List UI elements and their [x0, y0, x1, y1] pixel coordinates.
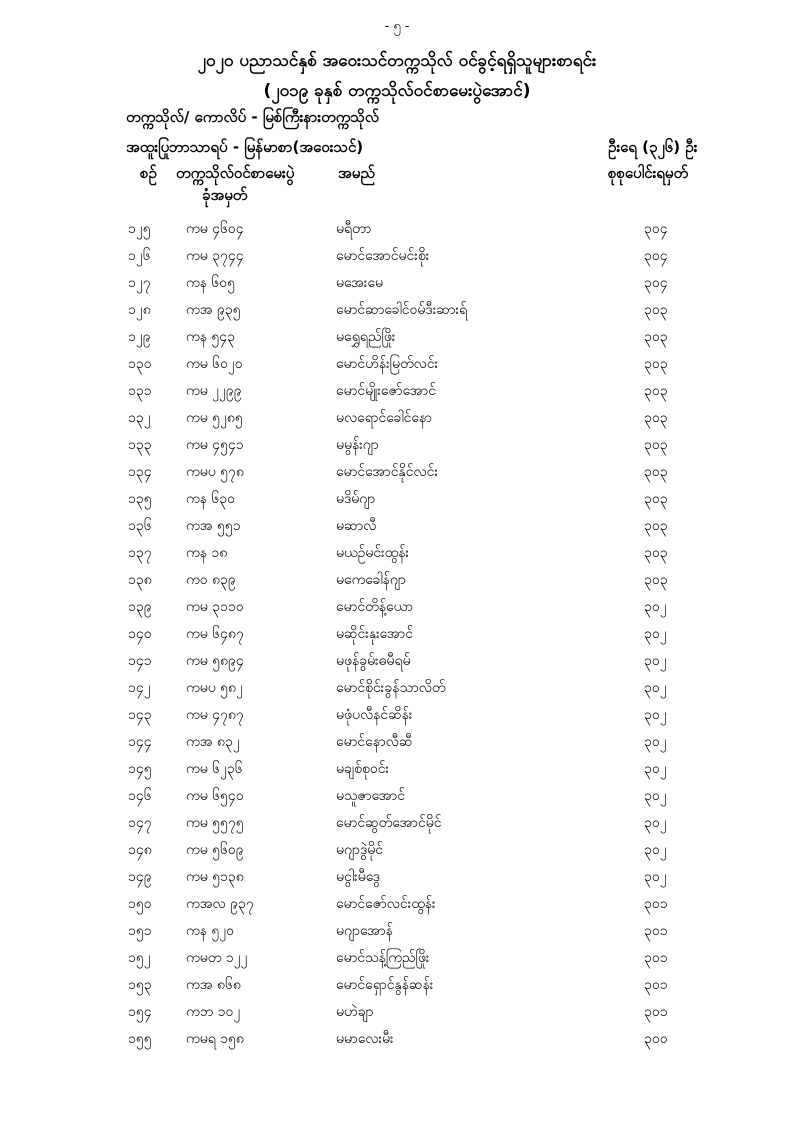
total-marks: ၃၀၁	[644, 977, 668, 993]
roll-number: ကမ ၄၇၈၇	[186, 707, 244, 723]
table-row	[0, 216, 794, 243]
student-name: မချစ်စုဝင်း	[336, 761, 390, 777]
table-row	[0, 729, 794, 756]
roll-number: ကမ ၆၄၈၇	[186, 626, 244, 642]
roll-number: ကန ၆၃၀	[186, 491, 236, 507]
table-row	[0, 405, 794, 432]
table-row	[0, 243, 794, 270]
roll-number: ကမ ၅၅၇၅	[186, 815, 244, 831]
total-marks: ၃၀၄	[644, 248, 668, 264]
table-row	[0, 999, 794, 1026]
university-line: တက္ကသိုလ်/ ကောလိပ် - မြစ်ကြီးနားတက္ကသိုလ်	[126, 108, 379, 126]
column-header-name: အမည်	[338, 164, 375, 182]
total-marks: ၃၀၁	[644, 923, 668, 939]
roll-number: ကမ ၆၅၄၀	[186, 788, 244, 804]
table-row	[0, 324, 794, 351]
table-row	[0, 459, 794, 486]
roll-number: ကမ ၃၇၄၄	[186, 248, 244, 264]
total-marks: ၃၀၃	[644, 545, 668, 561]
roll-number: ကမ ၆၀၂၀	[186, 356, 243, 372]
table-row	[0, 756, 794, 783]
student-name: မောင်ဟိန်းမြတ်လင်း	[336, 356, 439, 372]
page-number: - ၅ -	[384, 19, 410, 34]
roll-number: ကမ ၃၁၁၀	[186, 599, 244, 615]
student-name: မောင်အောင်မင်းစိုး	[336, 248, 430, 264]
total-marks: ၃၀၄	[644, 275, 668, 291]
roll-number: ကမပ ၅၈၂	[186, 680, 243, 696]
column-header-no: စဉ်	[140, 164, 157, 182]
row-number: ၁၄၀	[128, 626, 152, 642]
student-name: မောင်အောင်နိုင်လင်း	[336, 464, 438, 480]
row-number: ၁၂၇	[128, 275, 151, 291]
student-name: မကေခေါန်ဂျာ	[336, 572, 406, 588]
total-marks: ၃၀၃	[644, 464, 668, 480]
roll-number: ကမ ၅၆၀၉	[186, 842, 244, 858]
total-marks: ၃၀၂	[644, 734, 667, 750]
student-name: မငွါးမီဒွေ	[336, 869, 381, 885]
roll-number: ကမ ၅၁၃၈	[186, 869, 244, 885]
column-header-roll: တက္ကသိုလ်ဝင်စာမေးပွဲ	[176, 164, 295, 182]
total-marks: ၃၀၀	[644, 1031, 668, 1047]
row-number: ၁၃၁	[128, 383, 152, 399]
total-marks: ၃၀၁	[644, 950, 668, 966]
table-row	[0, 621, 794, 648]
total-marks: ၃၀၂	[644, 842, 667, 858]
roll-number: ကမ ၅၈၉၄	[186, 653, 244, 669]
table-row	[0, 783, 794, 810]
table-row	[0, 837, 794, 864]
total-marks: ၃၀၃	[644, 410, 668, 426]
student-name: မောင်မျိုးဇော်အောင်	[336, 383, 437, 399]
student-name: မအေးမေ	[336, 275, 384, 291]
table-row	[0, 297, 794, 324]
table-row	[0, 513, 794, 540]
roll-number: ကမ ၄၆၀၄	[186, 221, 244, 237]
total-marks: ၃၀၂	[644, 788, 667, 804]
table-row	[0, 432, 794, 459]
row-number: ၁၃၆	[128, 518, 152, 534]
row-number: ၁၄၁	[128, 653, 152, 669]
roll-number: ကမတ ၁၂၂	[186, 950, 248, 966]
table-row	[0, 918, 794, 945]
student-name: မောင်ရှောင်နွန်ဆန်း	[336, 977, 434, 993]
roll-number: ကန ၅၄၃	[186, 329, 236, 345]
roll-number: ကအ ၈၆၈	[186, 977, 241, 993]
document-subtitle: (၂၀၁၉ ခုနှစ် တက္ကသိုလ်ဝင်စာမေးပွဲအောင်)	[263, 81, 531, 101]
total-marks: ၃၀၂	[644, 599, 667, 615]
table-row	[0, 945, 794, 972]
row-number: ၁၅၀	[128, 896, 152, 912]
student-name: မသူဇာအောင်	[336, 788, 406, 804]
total-marks: ၃၀၂	[644, 707, 667, 723]
table-row	[0, 864, 794, 891]
row-number: ၁၃၃	[128, 437, 152, 453]
roll-number: ကမ ၆၂၃၆	[186, 761, 243, 777]
student-name: မဖုံပလီနင်ဆိန်း	[336, 707, 413, 723]
student-name: မောင်ဇော်လင်းထွန်း	[336, 896, 436, 912]
total-count: ဦးရေ (၃၂၆) ဦး	[608, 138, 698, 156]
table-row	[0, 648, 794, 675]
roll-number: ကန ၆၀၅	[186, 275, 236, 291]
column-header-roll-line2: ခုံအမှတ်	[202, 186, 248, 204]
row-number: ၁၂၈	[128, 302, 151, 318]
row-number: ၁၃၉	[128, 599, 152, 615]
table-row	[0, 1026, 794, 1053]
total-marks: ၃၀၃	[644, 518, 668, 534]
table-row	[0, 675, 794, 702]
roll-number: ကမ ၄၅၄၁	[186, 437, 244, 453]
row-number: ၁၄၂	[128, 680, 151, 696]
student-name: မရွှေရည်ဖြိုး	[336, 329, 396, 345]
student-name: မဒိမ်ဂျာ	[336, 491, 376, 507]
total-marks: ၃၀၃	[644, 329, 668, 345]
student-name: မောင်စိုင်းခွန်သာလိတ်	[336, 680, 446, 696]
total-marks: ၃၀၁	[644, 1004, 668, 1020]
roll-number: ကမပ ၅၇၈	[186, 464, 244, 480]
table-row	[0, 486, 794, 513]
roll-number: ကအလ ၉၃၇	[186, 896, 254, 912]
row-number: ၁၃၀	[128, 356, 152, 372]
row-number: ၁၃၄	[128, 464, 152, 480]
table-row	[0, 540, 794, 567]
total-marks: ၃၀၃	[644, 572, 668, 588]
document-title: ၂၀၂၀ ပညာသင်နှစ် အဝေးသင်တက္ကသိုလ် ဝင်ခွင့်ရရှိသူများစာရင်း	[197, 51, 597, 71]
table-row	[0, 567, 794, 594]
row-number: ၁၂၉	[128, 329, 151, 345]
roll-number: ကမရ ၁၅၈	[186, 1031, 244, 1047]
row-number: ၁၅၂	[128, 950, 151, 966]
table-row	[0, 891, 794, 918]
row-number: ၁၄၃	[128, 707, 152, 723]
table-row	[0, 702, 794, 729]
row-number: ၁၂၆	[128, 248, 151, 264]
table-row	[0, 972, 794, 999]
table-row	[0, 378, 794, 405]
results-list	[0, 216, 794, 1053]
student-name: မရီတာ	[336, 221, 372, 237]
total-marks: ၃၀၃	[644, 302, 668, 318]
total-marks: ၃၀၃	[644, 437, 668, 453]
row-number: ၁၃၂	[128, 410, 151, 426]
roll-number: ကဘ ၁၀၂	[186, 1004, 241, 1020]
student-name: မောင်တိန့်ယော	[336, 599, 413, 615]
total-marks: ၃၀၂	[644, 761, 667, 777]
student-name: မောင်ဆွတ်အောင်မိုင်	[336, 815, 442, 831]
row-number: ၁၄၈	[128, 842, 152, 858]
table-row	[0, 810, 794, 837]
table-row	[0, 594, 794, 621]
student-name: မဟဲချာ	[336, 1004, 374, 1020]
roll-number: ကန ၅၂၀	[186, 923, 235, 939]
student-name: မောင်သန့်ကြည်ဖြိုး	[336, 950, 430, 966]
table-row	[0, 351, 794, 378]
student-name: မောင်နောလီဆီ	[336, 734, 413, 750]
row-number: ၁၄၇	[128, 815, 152, 831]
row-number: ၁၅၄	[128, 1004, 152, 1020]
specialization-line: အထူးပြုဘာသာရပ် - မြန်မာစာ(အဝေးသင်)	[126, 138, 364, 156]
row-number: ၁၅၁	[128, 923, 152, 939]
student-name: မယဉ်မင်းထွန်း	[336, 545, 410, 561]
student-name: မမွန်းဂျာ	[336, 437, 379, 453]
student-name: မောင်ဆာခေါင်ဝမ်ဒီးဆားရ်	[336, 302, 468, 318]
column-header-marks: စုစုပေါင်းရမှတ်	[608, 164, 689, 182]
row-number: ၁၄၆	[128, 788, 152, 804]
total-marks: ၃၀၃	[644, 356, 668, 372]
student-name: မဆာလီ	[336, 518, 377, 534]
row-number: ၁၄၉	[128, 869, 152, 885]
total-marks: ၃၀၂	[644, 680, 667, 696]
row-number: ၁၅၃	[128, 977, 152, 993]
total-marks: ၃၀၃	[644, 491, 668, 507]
student-name: မဂျာအောန်	[336, 923, 393, 939]
total-marks: ၃၀၂	[644, 626, 667, 642]
roll-number: ကအ ၈၃၂	[186, 734, 240, 750]
row-number: ၁၃၅	[128, 491, 152, 507]
roll-number: ကဝ ၈၃၉	[186, 572, 236, 588]
total-marks: ၃၀၁	[644, 896, 668, 912]
total-marks: ၃၀၂	[644, 653, 667, 669]
roll-number: ကန ၁၈	[186, 545, 228, 561]
student-name: မဆိုင်းနုးအောင်	[336, 626, 414, 642]
roll-number: ကမ ၂၂၉၉	[186, 383, 242, 399]
roll-number: ကအ ၉၃၅	[186, 302, 241, 318]
student-name: မဖုန်ခွမ်းဓမီရမ်	[336, 653, 411, 669]
row-number: ၁၃၈	[128, 572, 152, 588]
roll-number: ကအ ၅၅၁	[186, 518, 241, 534]
total-marks: ၃၀၃	[644, 383, 668, 399]
row-number: ၁၄၅	[128, 761, 152, 777]
row-number: ၁၂၅	[128, 221, 151, 237]
row-number: ၁၅၅	[128, 1031, 152, 1047]
table-row	[0, 270, 794, 297]
row-number: ၁၃၇	[128, 545, 152, 561]
total-marks: ၃၀၂	[644, 815, 667, 831]
roll-number: ကမ ၅၂၈၅	[186, 410, 243, 426]
total-marks: ၃၀၄	[644, 221, 668, 237]
row-number: ၁၄၄	[128, 734, 152, 750]
student-name: မလရောင်ခေါင်နော	[336, 410, 433, 426]
total-marks: ၃၀၂	[644, 869, 667, 885]
student-name: မဂျာဒွဲမိုင်	[336, 842, 384, 858]
student-name: မမာလေးမီး	[336, 1031, 394, 1047]
